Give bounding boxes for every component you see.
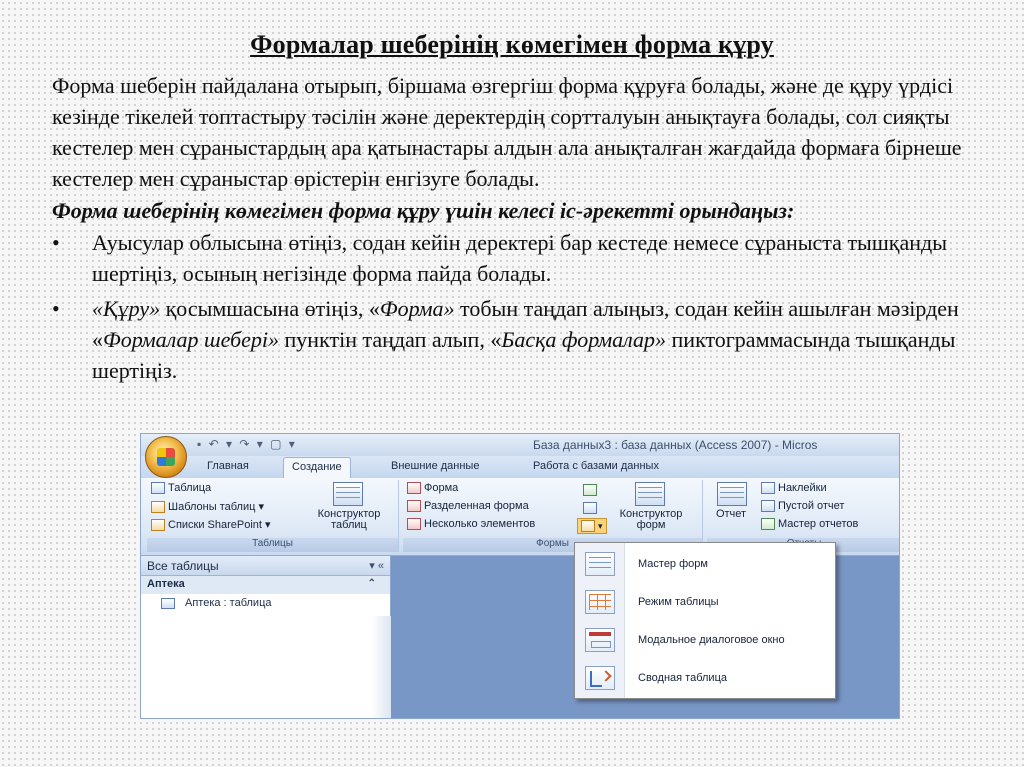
labels-icon xyxy=(761,482,775,494)
menu-item-label: Модальное диалоговое окно xyxy=(638,634,785,646)
blank-form-button[interactable] xyxy=(583,502,600,514)
tab-external-data[interactable]: Внешние данные xyxy=(391,460,480,472)
form-button-label: Форма xyxy=(424,482,459,494)
blank-form-icon xyxy=(583,502,597,514)
form-button[interactable] xyxy=(407,482,458,494)
nav-item-label: Аптека : таблица xyxy=(185,597,272,609)
window-title: База данных3 : база данных (Access 2007) - Micros xyxy=(533,438,818,452)
access-screenshot xyxy=(140,433,900,719)
group-tables xyxy=(147,480,399,552)
menu-item-form-wizard[interactable] xyxy=(575,545,837,583)
modal-dialog-icon xyxy=(585,628,615,652)
nav-item-table[interactable] xyxy=(141,594,390,612)
report-wizard-button[interactable] xyxy=(761,518,858,530)
blank-report-label: Пустой отчет xyxy=(778,500,845,512)
nav-group-title: Аптека xyxy=(147,578,185,590)
navigation-pane xyxy=(141,556,391,719)
datasheet-icon xyxy=(585,590,615,614)
table-button[interactable] xyxy=(151,482,211,494)
form-design-button[interactable]: Конструктор форм xyxy=(619,508,683,531)
report-icon xyxy=(717,482,747,506)
table-design-icon xyxy=(333,482,363,506)
sharepoint-icon xyxy=(151,519,165,531)
labels-label: Наклейки xyxy=(778,482,827,494)
tab-create[interactable]: Создание xyxy=(283,457,351,478)
menu-item-pivot-table[interactable] xyxy=(575,659,837,697)
slide-body xyxy=(52,70,962,386)
bullet-text xyxy=(92,293,962,386)
quick-access-toolbar[interactable]: ▪ ↶ ▾ ↷ ▾ ▢ ▾ xyxy=(197,437,297,451)
intro-paragraph: Форма шеберін пайдалана отырып, біршама өзгергіш форма құруға болады, және де құру үрдісі кезінде тікелей топтастыру тәсілін және деректердің сортталуын анықтауға болады, сол сияқты кестелер мен сұраныстардың ара қатынастары алдын ала анықталған жағдайда формаға бірнеше кестелер мен сұраныстар өрістерін енгізуге болады. xyxy=(52,73,962,191)
nav-pane-body xyxy=(141,616,391,719)
group-label-forms: Формы xyxy=(403,538,702,552)
sharepoint-lists-label: Списки SharePoint ▾ xyxy=(168,519,271,531)
emphasis: Басқа формалар» xyxy=(501,327,667,352)
sharepoint-lists-button[interactable] xyxy=(151,518,271,531)
templates-icon xyxy=(151,501,165,513)
bullet-segment: қосымшасына өтіңіз, « xyxy=(160,296,380,321)
pivot-chart-icon xyxy=(583,484,597,496)
bullet-item-2 xyxy=(52,293,962,386)
multiple-items-button[interactable] xyxy=(407,518,535,530)
emphasis: Форма» xyxy=(379,296,455,321)
split-form-label: Разделенная форма xyxy=(424,500,529,512)
more-forms-icon xyxy=(581,520,595,532)
form-icon xyxy=(407,482,421,494)
emphasis: «Құру» xyxy=(92,296,161,321)
multiple-items-icon xyxy=(407,518,421,530)
menu-item-label: Режим таблицы xyxy=(638,596,719,608)
table-icon xyxy=(161,598,175,609)
report-button[interactable]: Отчет xyxy=(715,508,747,520)
table-templates-button[interactable] xyxy=(151,500,264,513)
more-forms-button[interactable] xyxy=(577,518,607,534)
dropdown-arrow-icon: ▾ xyxy=(598,520,603,531)
report-wizard-label: Мастер отчетов xyxy=(778,518,859,530)
labels-button[interactable] xyxy=(761,482,827,494)
table-icon xyxy=(151,482,165,494)
bullet-text: Ауысулар облысына өтіңіз, содан кейін деректері бар кестеде немесе сұраныста тышқанды шертіңіз, осының негізінде форма пайда болады. xyxy=(92,230,947,286)
bullet-segment: пунктін таңдап алып, « xyxy=(279,327,502,352)
nav-pane-controls[interactable]: ▾ « xyxy=(369,560,384,572)
multiple-items-label: Несколько элементов xyxy=(424,518,536,530)
table-button-label: Таблица xyxy=(168,482,212,494)
bullet-item-1 xyxy=(52,227,962,289)
table-templates-label: Шаблоны таблиц ▾ xyxy=(168,501,264,513)
nav-pane-header[interactable] xyxy=(141,556,390,576)
bullet-segment: пиктограммасында тышқанды шертіңіз. xyxy=(92,327,956,383)
menu-item-label: Сводная таблица xyxy=(638,672,727,684)
title-bar xyxy=(141,434,900,456)
office-button-icon[interactable] xyxy=(145,436,187,478)
ribbon-tabs xyxy=(141,456,900,478)
pivot-chart-button[interactable] xyxy=(583,484,600,496)
blank-report-button[interactable] xyxy=(761,500,844,512)
pivot-table-icon xyxy=(585,666,615,690)
slide-title: Формалар шеберінің көмегімен форма құру xyxy=(250,30,774,59)
form-wizard-icon xyxy=(585,552,615,576)
nav-group-header[interactable] xyxy=(141,576,390,594)
tab-home[interactable]: Главная xyxy=(207,460,249,472)
tab-database-tools[interactable]: Работа с базами данных xyxy=(533,460,659,472)
menu-item-datasheet[interactable] xyxy=(575,583,837,621)
emphasis: Формалар шебері» xyxy=(103,327,280,352)
more-forms-menu xyxy=(574,542,836,699)
bullet-segment: тобын таңдап алыңыз, содан кейін ашылған мәзірден « xyxy=(92,296,959,352)
form-design-icon xyxy=(635,482,665,506)
collapse-icon[interactable]: ⌃ xyxy=(367,578,376,589)
instructions-heading: Форма шеберінің көмегімен форма құру үшін келесі іс-әрекетті орындаңыз: xyxy=(52,198,795,223)
bullet-marker: • xyxy=(52,230,60,255)
menu-item-label: Мастер форм xyxy=(638,558,708,570)
blank-report-icon xyxy=(761,500,775,512)
report-wizard-icon xyxy=(761,518,775,530)
table-design-button[interactable]: Конструктор таблиц xyxy=(317,508,381,531)
nav-pane-title: Все таблицы xyxy=(147,559,219,573)
split-form-icon xyxy=(407,500,421,512)
group-label-tables: Таблицы xyxy=(147,538,398,552)
split-form-button[interactable] xyxy=(407,500,529,512)
menu-item-modal-dialog[interactable] xyxy=(575,621,837,659)
bullet-marker: • xyxy=(52,296,60,321)
